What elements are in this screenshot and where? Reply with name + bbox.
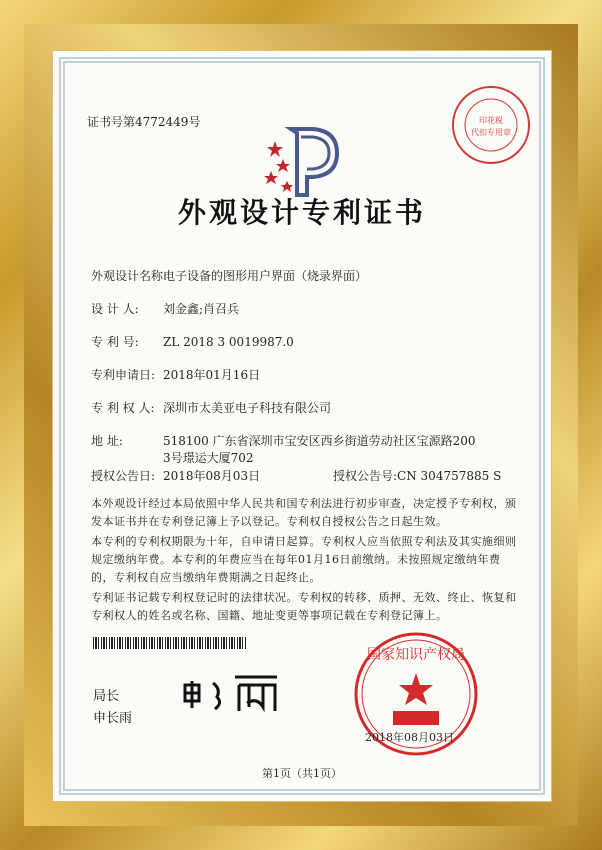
designer-row — [91, 300, 239, 317]
patent-number-label: 专 利 号: — [91, 335, 139, 349]
grant-date-label: 授权公告日: — [91, 469, 156, 483]
address-row — [91, 432, 476, 449]
address-value: 518100 广东省深圳市宝安区西乡街道劳动社区宝源路200 — [163, 434, 476, 448]
director-name: 申长雨 — [93, 711, 133, 726]
patent-number-value: ZL 2018 3 0019987.0 — [163, 335, 294, 349]
patentee-row — [91, 399, 331, 416]
handwritten-signature — [177, 663, 287, 723]
stamp-line-2: 代扣专用章 — [471, 128, 511, 137]
announcement-label: 授权公告号: — [333, 469, 398, 483]
design-name-row — [91, 267, 367, 284]
designer-label: 设 计 人: — [91, 302, 139, 316]
grant-date-row — [91, 467, 260, 484]
design-name-value: 电子设备的图形用户界面（烧录界面） — [163, 269, 368, 283]
address-value-line2: 3号璟运大厦702 — [163, 451, 254, 465]
certificate-paper — [52, 50, 552, 802]
patent-number-row — [91, 333, 294, 350]
filing-date-row — [91, 366, 260, 383]
filing-date-label: 专利申请日: — [91, 368, 156, 382]
seal-text: 国家知识产权局 — [367, 647, 465, 663]
design-name-label: 外观设计名称: — [91, 269, 168, 283]
stamp-line-1: 印花税 — [479, 116, 503, 125]
designer-value: 刘金鑫;肖召兵 — [163, 302, 240, 316]
seal-date: 2018年08月03日 — [365, 731, 454, 744]
grant-date-value: 2018年08月03日 — [163, 469, 261, 483]
patentee-label: 专 利 权 人: — [91, 401, 155, 415]
paragraph-3: 专利证书记载专利权登记时的法律状况。专利权的转移、质押、无效、终止、恢复和专利权人的姓名或名称、国籍、地址变更等事项记载在专利登记簿上。 — [91, 591, 517, 622]
address-row-cont — [163, 449, 254, 466]
announcement-row — [333, 467, 501, 484]
page-number: 第1页（共1页） — [262, 767, 342, 780]
barcode — [93, 637, 247, 649]
patentee-value: 深圳市太美亚电子科技有限公司 — [163, 401, 332, 415]
filing-date-value: 2018年01月16日 — [163, 368, 261, 382]
patent-office-logo-icon — [261, 119, 347, 199]
paragraph-2: 本专利的专利权期限为十年，自申请日起算。专利权人应当依照专利法及其实施细则规定缴纳年费。本专利的年费应当在每年01月16日前缴纳。未按照规定缴纳年费的，专利权自应当缴纳年费期满之日起终止。 — [91, 535, 517, 584]
director-title: 局长 — [93, 689, 120, 704]
announcement-value: CN 304757885 S — [397, 469, 502, 483]
certificate-number: 证书号第4772449号 — [87, 115, 201, 129]
address-label: 地 址: — [91, 434, 123, 448]
paragraph-1: 本外观设计经过本局依照中华人民共和国专利法进行初步审查，决定授予专利权，颁发本证书并在专利登记簿上予以登记。专利权自授权公告之日起生效。 — [91, 497, 517, 528]
page-title: 外观设计专利证书 — [177, 196, 426, 229]
top-red-stamp-icon — [449, 83, 533, 167]
